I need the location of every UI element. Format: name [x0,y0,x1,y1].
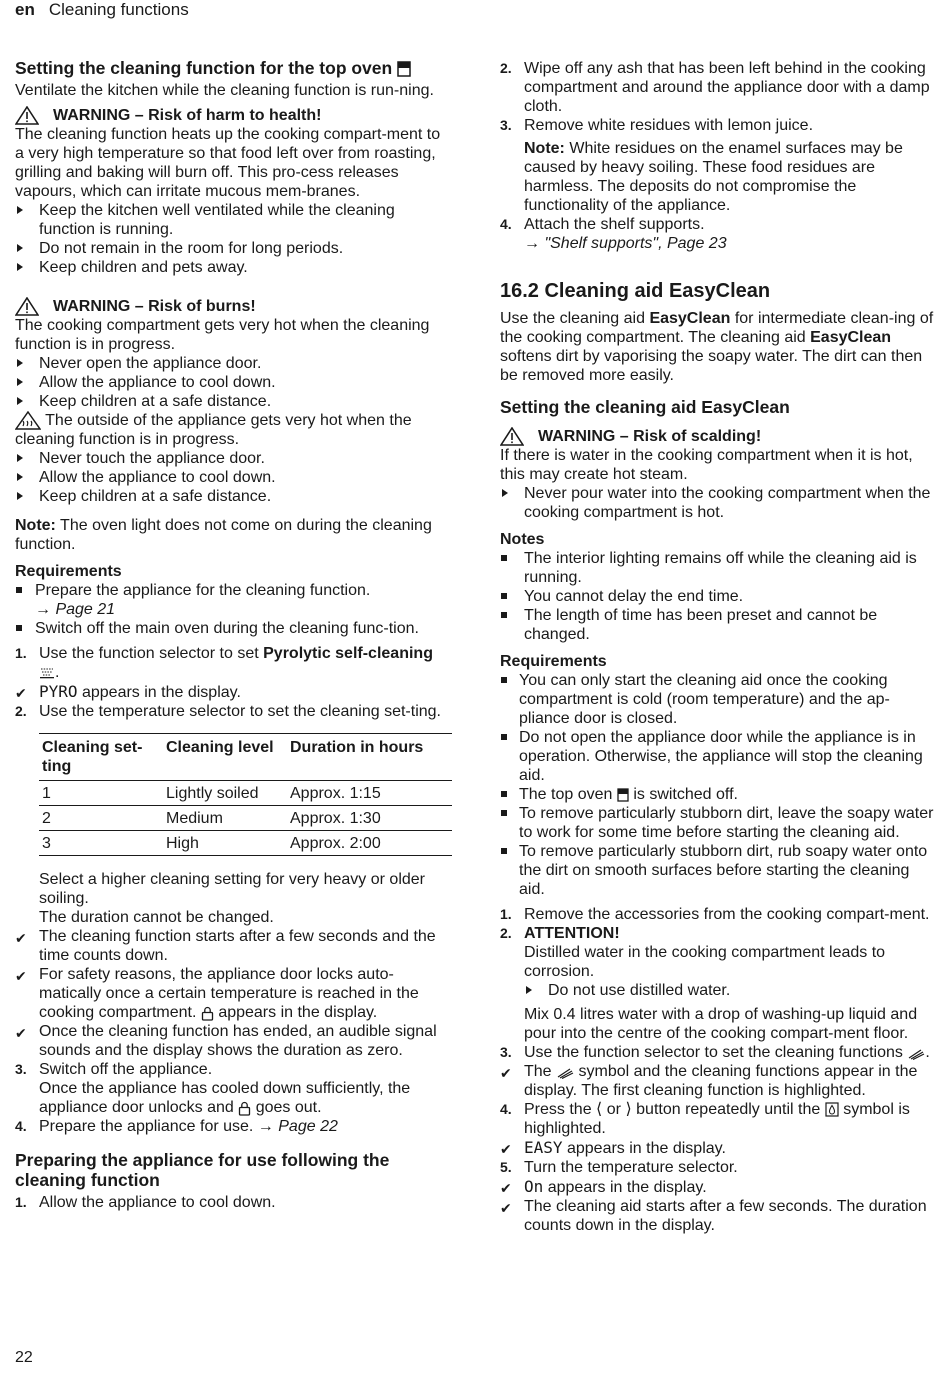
step-4: 4. Attach the shelf supports. → "Shelf supports", Page 23 [500,216,727,252]
warning-triangle-icon [15,106,39,125]
warning-triangle-icon [500,427,524,446]
prep-section-title: Preparing the appliance for use following the cleaning function [15,1150,390,1191]
table-header: Cleaning set-ting [39,734,163,781]
list-item: The length of time has been preset and cannot be changed. [500,606,934,644]
lock-icon [238,1101,251,1116]
list-item: Allow the appliance to cool down. [15,373,452,392]
warning-health-title: WARNING – Risk of harm to health! [15,106,452,125]
warning-scalding-text: If there is water in the cooking compartment when it is hot, this may create hot steam. [500,447,913,483]
step-1: 1. Remove the accessories from the cooking compart-ment. [500,906,930,923]
cleaning-function-icon [907,1046,925,1060]
table-row: 3 High Approx. 2:00 [39,831,452,856]
table-note: Select a higher cleaning setting for very heavy or older soiling. [39,871,425,908]
step-2: 2. ATTENTION! Distilled water in the cooking compartment leads to corrosion. [500,925,886,980]
list-item: Do not remain in the room for long periods. [15,239,452,258]
right-column [500,59,934,1235]
step-3: 3. Switch off the appliance. Once the appliance has cooled down sufficiently, the appliance door unlocks and goes out. [15,1061,411,1117]
easyclean-intro: Use the cleaning aid EasyClean for intermediate clean-ing of the cooking compartment. The cleaning aid EasyClean softens dirt by vaporising the soapy water. The dirt can then be removed more easily. [500,310,934,384]
list-item: Keep children at a safe distance. [15,487,452,506]
list-item: Do not use distilled water. [524,981,934,1000]
warning-triangle-icon [15,297,39,316]
list-item: You cannot delay the end time. [500,587,934,606]
warning-scalding-title: WARNING – Risk of scalding! [500,427,934,446]
list-item: Do not open the appliance door while the appliance is in operation. Otherwise, the appliance will stop the cleaning aid. [500,728,934,785]
list-item: Never open the appliance door. [15,354,452,373]
top-oven-section-title: Setting the cleaning function for the top oven [15,58,452,78]
left-column [15,58,452,1212]
page-number: 22 [15,1349,33,1366]
note: Note: White residues on the enamel surfaces may be caused by heavy soiling. These food residues are harmless. The deposits do not compromise the functionality of the appliance. [524,140,903,214]
result-3: ✔ For safety reasons, the appliance door locks auto-matically once a certain temperature is reached in the cooking compartment. appears in the display. [15,966,419,1022]
intro-text: Ventilate the kitchen while the cleaning function is run-ning. [15,82,434,99]
list-item: The interior lighting remains off while the cleaning aid is running. [500,549,934,587]
list-item: Never pour water into the cooking compartment when the cooking compartment is hot. [500,484,934,522]
step-4: 4. Press the ⟨ or ⟩ button repeatedly until the symbol is highlighted. [500,1101,910,1137]
requirements-label: Requirements [15,563,122,581]
list-item: You can only start the cleaning aid once the cooking compartment is cold (room temperature) and the ap-pliance door is closed. [500,671,934,728]
result-1: ✔ PYRO appears in the display. [15,682,241,702]
step-2: 2. Wipe off any ash that has been left behind in the cooking compartment and around the appliance door with a damp cloth. [500,60,930,115]
list-item: Keep children at a safe distance. [15,392,452,411]
list-item: To remove particularly stubborn dirt, rub soapy water onto the dirt on smooth surfaces before starting the cleaning aid. [500,842,934,899]
mix-instruction: Mix 0.4 litres water with a drop of washing-up liquid and pour into the centre of the cooking compart-ment floor. [524,1006,918,1042]
lock-icon [201,1006,214,1021]
list-item: To remove particularly stubborn dirt, leave the soapy water to work for some time before starting the cleaning aid. [500,804,934,842]
note: Note: The oven light does not come on during the cleaning function. [15,517,432,554]
step-3: 3. Remove white residues with lemon juice. [500,117,814,134]
table-header: Cleaning level [163,734,287,781]
notes-label: Notes [500,531,545,548]
table-header: Duration in hours [287,734,452,781]
cleaning-function-icon [556,1065,574,1079]
list-item: Prepare the appliance for the cleaning function. → Page 21 [15,581,452,619]
requirements-label: Requirements [500,653,607,670]
setting-easyclean-title: Setting the cleaning aid EasyClean [500,397,790,417]
warning-burns-title: WARNING – Risk of burns! [15,297,452,316]
cleaning-settings-table [39,733,452,856]
page-ref-link[interactable]: "Shelf supports", Page 23 [544,235,727,252]
step-5: 5. Turn the temperature selector. [500,1159,738,1176]
list-item: Switch off the main oven during the cleaning func-tion. [15,619,452,638]
step-4: 4. Prepare the appliance for use. → Page 22 [15,1118,338,1136]
page-ref-link[interactable]: Page 22 [278,1118,338,1136]
result-3: ✔ On appears in the display. [500,1177,707,1196]
list-item: Allow the appliance to cool down. [15,468,452,487]
chevron-left-icon: ⟨ [596,1101,603,1118]
table-note-2: The duration cannot be changed. [39,909,274,927]
result-4: ✔ Once the cleaning function has ended, an audible signal sounds and the display shows the duration as zero. [15,1023,437,1060]
section-name: Cleaning functions [48,0,189,19]
result-2: ✔ The cleaning function starts after a few seconds and the time counts down. [15,928,436,965]
step-1: 1. Allow the appliance to cool down. [15,1194,276,1212]
warning-health-text: The cleaning function heats up the cooking compart-ment to a very high temperature so that food left over from roasting, grilling and baking will burn off. This pro-cess releases vapours, which can irritate mucous mem-branes. [15,126,441,200]
step-3: 3. Use the function selector to set the cleaning functions . [500,1044,930,1061]
hot-surface-warning-icon [15,411,41,430]
top-oven-icon [617,788,629,802]
page-ref-link[interactable]: Page 21 [55,601,116,619]
easyclean-drop-icon [825,1102,839,1117]
result-1: ✔ The symbol and the cleaning functions appear in the display. The first cleaning function is highlighted. [500,1063,918,1099]
top-oven-icon [397,61,411,77]
page-header [15,0,189,20]
list-item: Keep children and pets away. [15,258,452,277]
hot-surface-warning: The outside of the appliance gets very hot when the cleaning function is in progress. [15,412,412,449]
table-row: 1 Lightly soiled Approx. 1:15 [39,781,452,806]
language-tag: en [15,0,35,19]
result-4: ✔ The cleaning aid starts after a few seconds. The duration counts down in the display. [500,1198,927,1234]
chevron-right-icon: ⟩ [625,1101,632,1118]
table-row: 2 Medium Approx. 1:30 [39,806,452,831]
step-2: 2. Use the temperature selector to set the cleaning set-ting. [15,703,441,721]
result-2: ✔ EASY appears in the display. [500,1138,726,1157]
step-1: 1. Use the function selector to set Pyrolytic self-cleaning . [15,645,433,682]
warning-burns-text: The cooking compartment gets very hot when the cleaning function is in progress. [15,317,430,353]
list-item: The top oven is switched off. [500,785,934,804]
list-item: Never touch the appliance door. [15,449,452,468]
pyrolytic-icon [39,666,55,680]
easyclean-section-title: 16.2 Cleaning aid EasyClean [500,280,771,302]
list-item: Keep the kitchen well ventilated while the cleaning function is running. [15,201,452,239]
